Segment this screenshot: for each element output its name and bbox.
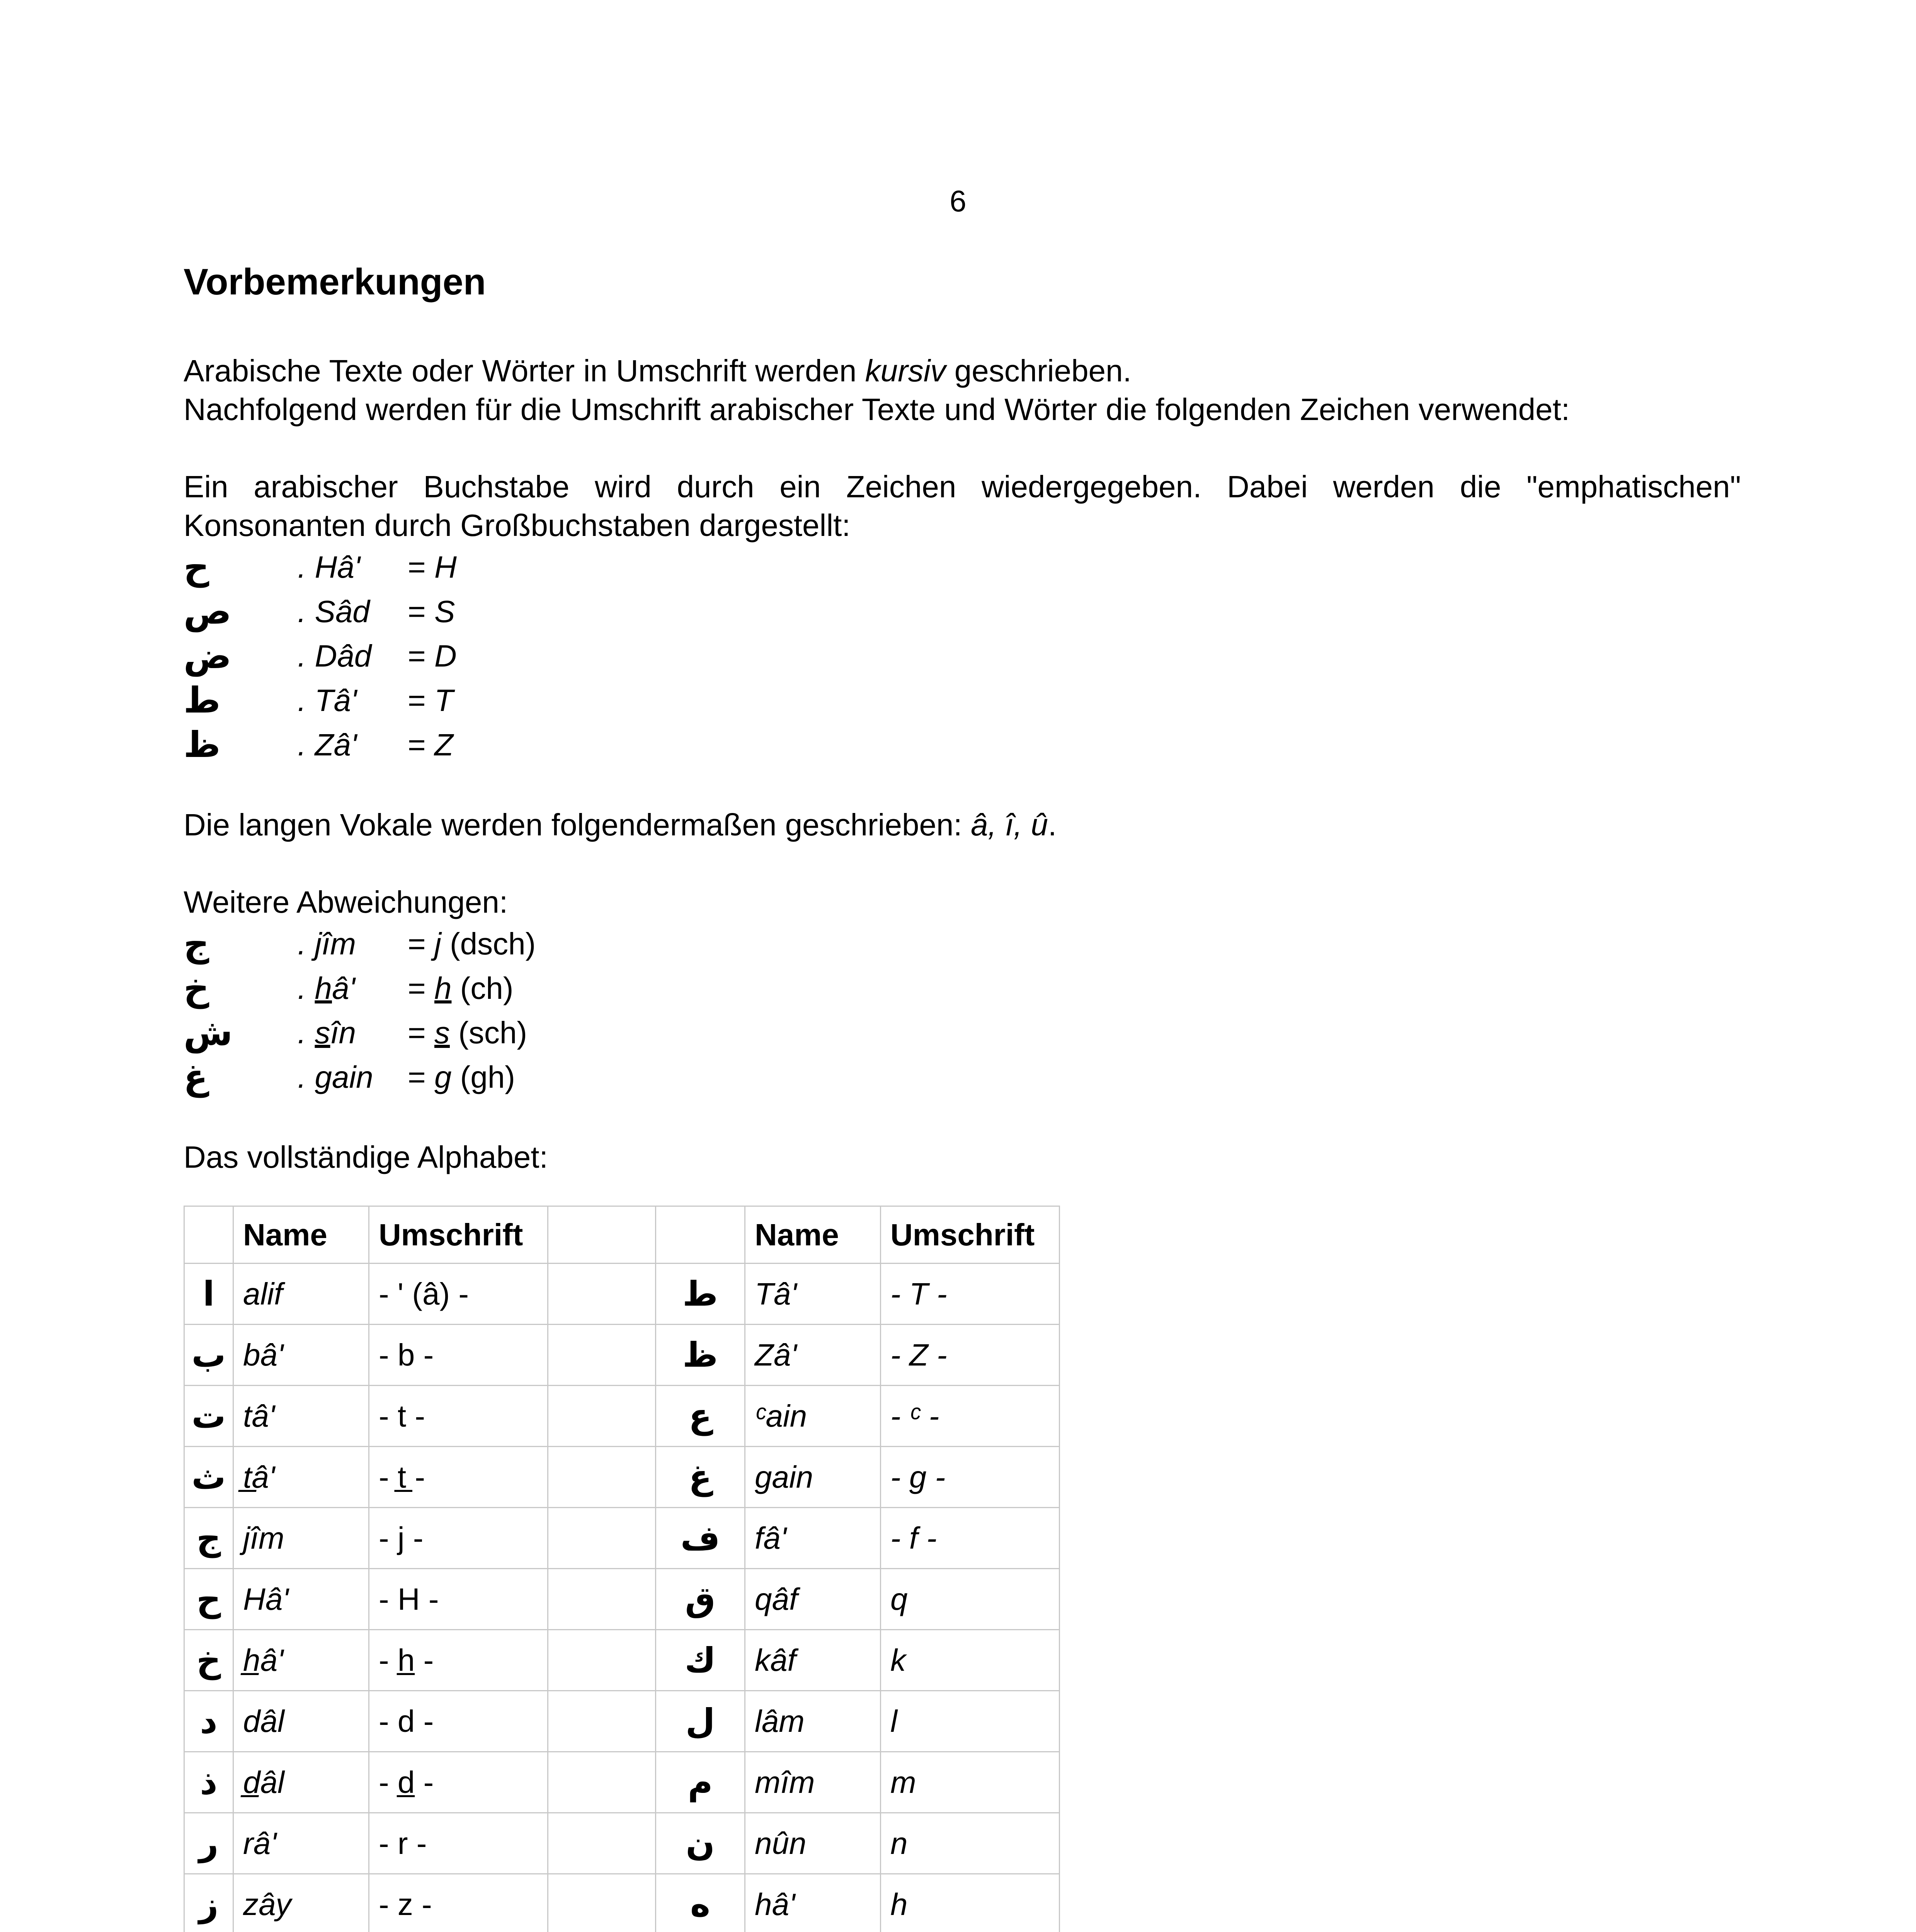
transcription-cell: l — [881, 1691, 1060, 1752]
spacer-cell — [548, 1325, 656, 1386]
emphatic-letter-row — [184, 634, 1741, 678]
header-cell — [656, 1206, 745, 1264]
name-underlined: h — [315, 971, 332, 1005]
table-row — [184, 1447, 1060, 1508]
arabic-letter-cell: ا — [184, 1264, 233, 1325]
name-cell: Zâ' — [745, 1325, 881, 1386]
name-part: â' — [332, 971, 355, 1005]
arabic-letter: خ — [184, 967, 209, 1009]
emphatic-letter-list — [184, 545, 1741, 767]
transcription-note: (gh) — [451, 1060, 515, 1094]
emphatic-paragraph: Ein arabischer Buchstabe wird durch ein Zeichen wiedergegeben. Dabei werden die "emphatischen" Konsonanten durch Großbuchstaben dargestellt: — [184, 469, 1741, 543]
table-row — [184, 1874, 1060, 1932]
other-letter-list — [184, 922, 1741, 1099]
transcription-cell: - H - — [369, 1569, 548, 1630]
name-cell: râ' — [233, 1813, 369, 1874]
letter-transcription — [408, 637, 640, 675]
equals-sign: = — [408, 683, 434, 718]
name-cell: lâm — [745, 1691, 881, 1752]
header-cell — [548, 1206, 656, 1264]
transcription-note: (ch) — [451, 971, 514, 1005]
other-letter-row — [184, 966, 1741, 1010]
other-letter-row — [184, 1055, 1741, 1099]
name-cell: fâ' — [745, 1508, 881, 1569]
header-cell: Umschrift — [369, 1206, 548, 1264]
other-letter-row — [184, 1010, 1741, 1055]
transcription-value: H — [434, 549, 457, 584]
transcription-value: h — [434, 971, 452, 1005]
equals-sign: = — [408, 727, 434, 762]
equals-sign: = — [408, 971, 434, 1005]
letter-transcription — [408, 925, 640, 963]
transcription-cell: - t̲ - — [369, 1447, 548, 1508]
table-row — [184, 1813, 1060, 1874]
spacer-cell — [548, 1813, 656, 1874]
emphatic-letter-row — [184, 589, 1741, 634]
transcription-cell: n — [881, 1813, 1060, 1874]
arabic-letter-cell: ل — [656, 1691, 745, 1752]
arabic-letter-cell: ذ — [184, 1752, 233, 1813]
name-cell: dâl — [233, 1691, 369, 1752]
name-part: . jîm — [298, 926, 356, 961]
transcription-cell: - g - — [881, 1447, 1060, 1508]
transcription-cell: q — [881, 1569, 1060, 1630]
table-row — [184, 1630, 1060, 1691]
page-title: Vorbemerkungen — [184, 261, 486, 303]
transcription-cell: - t - — [369, 1386, 548, 1447]
name-cell: jîm — [233, 1508, 369, 1569]
name-part: . — [298, 971, 315, 1005]
table-row — [184, 1508, 1060, 1569]
arabic-letter-cell: خ — [184, 1630, 233, 1691]
letter-name: . Zâ' — [298, 727, 357, 762]
transcription-value: S — [434, 594, 455, 629]
table-row — [184, 1569, 1060, 1630]
letter-name — [298, 1058, 408, 1097]
transcription-cell: - ' (â) - — [369, 1264, 548, 1325]
spacer-cell — [548, 1264, 656, 1325]
arabic-letter-cell: ع — [656, 1386, 745, 1447]
transcription-cell: m — [881, 1752, 1060, 1813]
transcription-cell: - r - — [369, 1813, 548, 1874]
transcription-value: Z — [434, 727, 453, 762]
transcription-value: s — [434, 1015, 450, 1050]
spacer-cell — [548, 1386, 656, 1447]
header-cell: Umschrift — [881, 1206, 1060, 1264]
spacer-cell — [548, 1691, 656, 1752]
transcription-cell: - b - — [369, 1325, 548, 1386]
arabic-letter: ض — [184, 635, 231, 677]
intro-text-end: geschrieben. — [946, 354, 1132, 388]
arabic-letter-cell: ح — [184, 1569, 233, 1630]
name-cell: Tâ' — [745, 1264, 881, 1325]
arabic-letter: غ — [184, 1056, 208, 1098]
spacer-cell — [548, 1508, 656, 1569]
equals-sign: = — [408, 638, 434, 673]
table-row — [184, 1264, 1060, 1325]
arabic-letter-cell: ج — [184, 1508, 233, 1569]
emphatic-letter-row — [184, 678, 1741, 723]
spacer-cell — [548, 1569, 656, 1630]
letter-name — [298, 925, 408, 963]
transcription-note: (dsch) — [441, 926, 536, 961]
intro-paragraph-2: Nachfolgend werden für die Umschrift arabischer Texte und Wörter die folgenden Zeichen verwendet: — [184, 392, 1570, 427]
letter-name — [298, 969, 408, 1008]
arabic-letter: ط — [184, 679, 221, 721]
equals-sign: = — [408, 549, 434, 584]
arabic-letter-cell: ت — [184, 1386, 233, 1447]
alphabet-table — [184, 1206, 1060, 1932]
spacer-cell — [548, 1447, 656, 1508]
name-cell: kâf — [745, 1630, 881, 1691]
transcription-cell: - d̲ - — [369, 1752, 548, 1813]
name-cell: qâf — [745, 1569, 881, 1630]
emphatic-letter-row — [184, 545, 1741, 589]
name-cell: nûn — [745, 1813, 881, 1874]
arabic-letter-cell: ب — [184, 1325, 233, 1386]
transcription-cell: - z - — [369, 1874, 548, 1932]
arabic-letter: ظ — [184, 724, 221, 765]
equals-sign: = — [408, 1060, 434, 1094]
arabic-letter-cell: ك — [656, 1630, 745, 1691]
name-cell: zây — [233, 1874, 369, 1932]
letter-name: . Hâ' — [298, 549, 360, 584]
intro-italic-word: kursiv — [865, 354, 946, 388]
equals-sign: = — [408, 594, 434, 629]
other-letter-row — [184, 922, 1741, 966]
arabic-letter-cell: ظ — [656, 1325, 745, 1386]
table-row — [184, 1691, 1060, 1752]
page-number: 6 — [949, 184, 967, 218]
transcription-cell: - T - — [881, 1264, 1060, 1325]
transcription-cell: - j - — [369, 1508, 548, 1569]
name-underlined: s — [315, 1015, 330, 1050]
header-cell: Name — [233, 1206, 369, 1264]
equals-sign: = — [408, 926, 434, 961]
header-cell: Name — [745, 1206, 881, 1264]
arabic-letter-cell: د — [184, 1691, 233, 1752]
name-part: . gain — [298, 1060, 373, 1094]
vowels-italic: â, î, û — [970, 808, 1048, 842]
name-cell: t̲â' — [233, 1447, 369, 1508]
name-cell: ᶜain — [745, 1386, 881, 1447]
arabic-letter-cell: ز — [184, 1874, 233, 1932]
arabic-letter-cell: ث — [184, 1447, 233, 1508]
letter-name: . Tâ' — [298, 683, 357, 718]
name-cell: h̲â' — [233, 1630, 369, 1691]
name-cell: tâ' — [233, 1386, 369, 1447]
transcription-cell: - ᶜ - — [881, 1386, 1060, 1447]
letter-name: . Sâd — [298, 594, 370, 629]
transcription-cell: - f - — [881, 1508, 1060, 1569]
vowels-end: . — [1048, 808, 1057, 842]
arabic-letter-cell: ه — [656, 1874, 745, 1932]
arabic-letter-cell: غ — [656, 1447, 745, 1508]
arabic-letter-cell: ر — [184, 1813, 233, 1874]
table-header-row — [184, 1206, 1060, 1264]
transcription-cell: h — [881, 1874, 1060, 1932]
arabic-letter: ح — [184, 546, 209, 588]
name-cell: gain — [745, 1447, 881, 1508]
name-cell: bâ' — [233, 1325, 369, 1386]
letter-transcription — [408, 681, 640, 720]
arabic-letter-cell: ق — [656, 1569, 745, 1630]
spacer-cell — [548, 1874, 656, 1932]
transcription-value: g — [434, 1060, 452, 1094]
spacer-cell — [548, 1630, 656, 1691]
spacer-cell — [548, 1752, 656, 1813]
name-cell: mîm — [745, 1752, 881, 1813]
transcription-value: j — [434, 926, 441, 961]
arabic-letter: ش — [184, 1012, 233, 1053]
transcription-note: (sch) — [449, 1015, 527, 1050]
table-row — [184, 1752, 1060, 1813]
header-cell — [184, 1206, 233, 1264]
name-part: în — [330, 1015, 356, 1050]
transcription-cell: - Z - — [881, 1325, 1060, 1386]
letter-transcription — [408, 726, 640, 764]
letter-transcription — [408, 1058, 640, 1097]
letter-transcription — [408, 969, 640, 1008]
arabic-letter: ص — [184, 590, 231, 632]
vowels-paragraph — [184, 806, 1741, 844]
transcription-cell: - h̲ - — [369, 1630, 548, 1691]
vowels-text: Die langen Vokale werden folgendermaßen geschrieben: — [184, 808, 971, 842]
letter-transcription — [408, 592, 640, 631]
letter-transcription — [408, 1014, 640, 1052]
transcription-cell: k — [881, 1630, 1060, 1691]
emphatic-letter-row — [184, 723, 1741, 767]
arabic-letter-cell: ن — [656, 1813, 745, 1874]
table-row — [184, 1325, 1060, 1386]
table-row — [184, 1386, 1060, 1447]
equals-sign: = — [408, 1015, 434, 1050]
letter-name — [298, 1014, 408, 1052]
transcription-value: T — [434, 683, 453, 718]
name-cell: alif — [233, 1264, 369, 1325]
transcription-cell: - d - — [369, 1691, 548, 1752]
page-content — [184, 259, 1741, 1932]
arabic-letter-cell: ف — [656, 1508, 745, 1569]
arabic-letter-cell: ط — [656, 1264, 745, 1325]
intro-paragraph-1 — [184, 352, 1741, 390]
intro-text: Arabische Texte oder Wörter in Umschrift werden — [184, 354, 865, 388]
name-cell: hâ' — [745, 1874, 881, 1932]
arabic-letter-cell: م — [656, 1752, 745, 1813]
name-cell: Hâ' — [233, 1569, 369, 1630]
alphabet-heading: Das vollständige Alphabet: — [184, 1140, 548, 1174]
name-part: . — [298, 1015, 315, 1050]
other-heading: Weitere Abweichungen: — [184, 885, 508, 919]
transcription-value: D — [434, 638, 457, 673]
name-cell: d̲âl — [233, 1752, 369, 1813]
letter-transcription — [408, 548, 640, 587]
arabic-letter: ج — [184, 923, 209, 964]
letter-name: . Dâd — [298, 638, 372, 673]
